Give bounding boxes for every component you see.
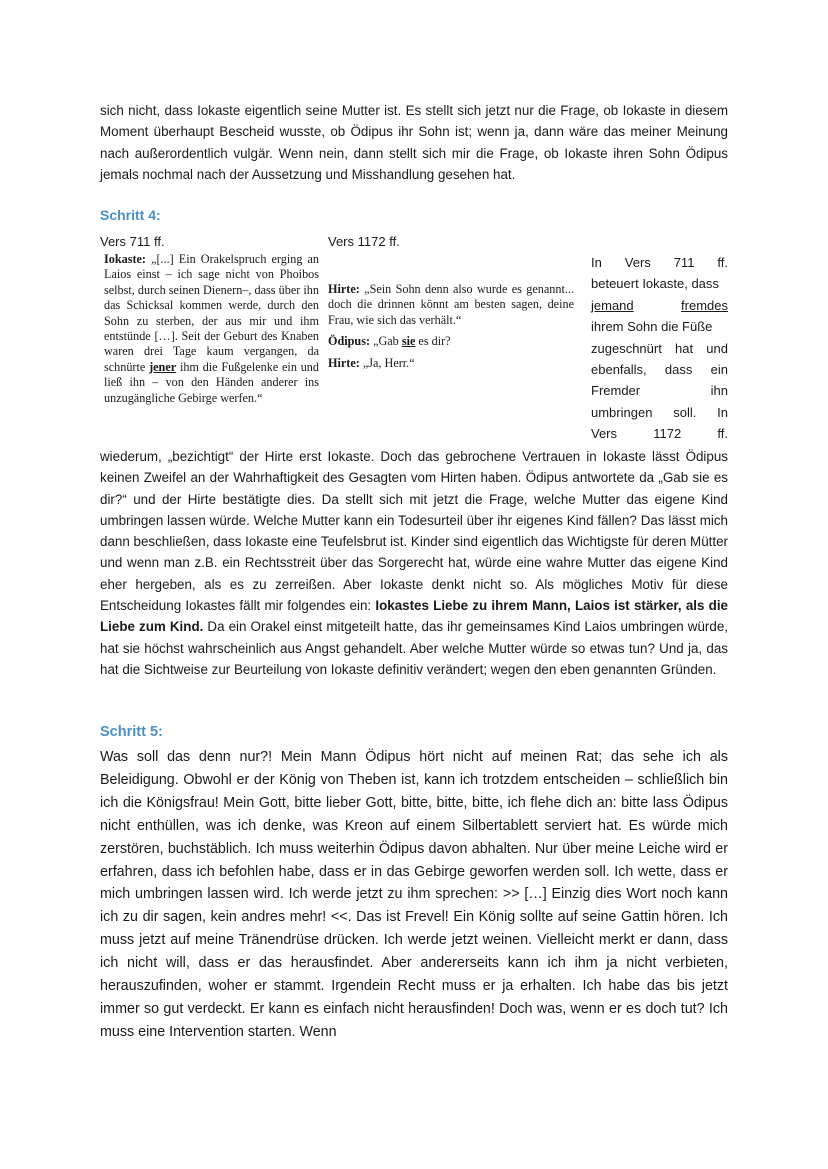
quote-line <box>328 282 574 328</box>
side-line <box>591 252 728 273</box>
side-word: Vers <box>591 426 618 442</box>
paragraph-text: Da ein Orakel einst mitgeteilt hatte, das ihr gemeinsames Kind Laios umbringen würde, hat sie höchst wahrscheinlich aus Angst gehandelt. Aber welche Mutter würde so etwas tun? Und ja, das hat die Sichtweise zur Beurteilung von Iokaste definitiv verändert; wegen den eben genannten Gründen. <box>100 619 728 677</box>
quote-speaker: Iokaste: <box>104 252 146 266</box>
vers-left-label: Vers 711 ff. <box>100 234 165 249</box>
side-word: ein <box>710 362 728 378</box>
side-line <box>591 295 728 316</box>
step4-paragraph <box>100 446 728 680</box>
quote-hirte <box>328 282 574 377</box>
step5-paragraph: Was soll das denn nur?! Mein Mann Ödipus hört nicht auf meinen Rat; das sehe ich als Beleidigung. Obwohl er der König von Theben ist, kann ich trotzdem entscheiden – schließlich bin ich die Königsfrau! Mein Gott, bitte lieber Gott, bitte, bitte, bitte, ich flehe dich an: bitte lass Ödipus nicht enthüllen, was ich denke, was Kreon auf einem Silbertablett serviert hat. Es würde mich zerstören, buchstäblich. Ich muss weiterhin Ödipus davon abhalten. Nur über meine Leiche wird er erfahren, dass ich befohlen habe, dass er in das Gebirge geworfen werden soll. Ich wette, dass er mich umbringen lassen wird. Ich werde jetzt zu ihm sprechen: >> […] Einzig dies Wort noch kann ich zu dir sagen, kein andres mehr! <<. Das ist Frevel! Ein König sollte auf seine Gattin hören. Ich muss jetzt auf meine Tränendrüse drücken. Ich werde jetzt weinen. Vielleicht merkt er dann, dass ich nicht will, dass er das herausfindet. Aber andererseits kann ich ihm ja nicht verbieten, herauszufinden, woher er stammt. Irgendein Recht muss er ja erhalten. Ich habe das bis jetzt immer so gut verdeckt. Er kann es einfach nicht herausfinden! Doch was, wenn er es doch tut? Ich muss eine Intervention starten. Wenn <box>100 749 728 1040</box>
side-word: umbringen <box>591 404 653 420</box>
quote-text: es dir? <box>415 334 451 349</box>
side-line <box>591 359 728 380</box>
side-column <box>591 252 728 445</box>
side-word: 711 <box>673 255 695 270</box>
step4-heading: Schritt 4: <box>100 207 161 223</box>
side-word: jemand <box>591 297 634 313</box>
side-word: In <box>591 255 602 270</box>
quote-text: „[...] Ein Orakelspruch erging an Laios einst – ich sage nicht von Phoibos selbst, durch seinen Dienern–, dass über ihn das Schicksal kommen werde, durch den Sohn zu sterben, der aus mir und ihm entstünde […]. Seit der Geburt des Knaben waren drei Tage kaum vergangen, da schnürte <box>104 252 319 374</box>
quote-speaker: Hirte: <box>328 282 360 296</box>
quote-line <box>328 356 574 371</box>
quote-speaker: Ödipus: <box>328 334 371 349</box>
side-line <box>591 402 728 423</box>
side-word: ff. <box>717 426 728 442</box>
quote-text: „Sein Sohn denn also wurde es genannt... doch die drinnen könnt am besten sagen, deine Frau, wie sich das verhält.“ <box>328 282 574 327</box>
side-word: ebenfalls, <box>591 362 647 378</box>
quote-line <box>328 334 574 349</box>
side-line <box>591 380 728 401</box>
side-word: dass <box>664 362 693 378</box>
step5-heading: Schritt 5: <box>100 724 163 740</box>
side-line <box>591 273 728 294</box>
side-line <box>591 338 728 359</box>
side-word: 1172 <box>653 426 682 442</box>
side-word: soll. <box>673 404 697 420</box>
side-line <box>591 316 728 337</box>
side-line <box>591 423 728 444</box>
side-word: und <box>706 340 728 356</box>
bold-statement: Iokastes Liebe zu ihrem Mann, Laios ist stärker, als die Liebe zum Kind. <box>100 598 728 635</box>
side-word: ihn <box>710 383 728 399</box>
side-word: fremdes <box>681 297 728 313</box>
intro-paragraph: sich nicht, dass Iokaste eigentlich seine Mutter ist. Es stellt sich jetzt nur die Frage, ob Iokaste in diesem Moment überhaupt Bescheid wusste, ob Ödipus ihr Sohn ist; wenn ja, dann wäre das meiner Meinung nach außerordentlich vulgär. Wenn nein, dann stellt sich mir die Frage, ob Iokaste ihren Sohn Ödipus jemals nochmal nach der Aussetzung und Misshandlung gesehen hat. <box>100 103 728 182</box>
quote-text: „Ja, Herr.“ <box>359 355 415 370</box>
quote-iokaste <box>104 252 319 406</box>
vers-mid-label: Vers 1172 ff. <box>328 234 400 249</box>
side-word: ff. <box>717 255 728 270</box>
side-word: Vers <box>624 255 651 270</box>
side-word: hat <box>675 340 694 356</box>
side-word: In <box>717 404 728 420</box>
quote-text: ihm die Fußgelenke ein und ließ ihn – von den Händen anderer ins unzugängliche Gebirge werfen.“ <box>104 359 319 405</box>
quote-emphasis: sie <box>401 334 416 349</box>
paragraph-text: wiederum, „bezichtigt“ der Hirte erst Iokaste. Doch das gebrochene Vertrauen in Iokaste lässt Ödipus keinen Zweifel an der Wahrhaftigkeit des Gesagten vom Hirten haben. Ödipus antwortete da „Gab sie es dir?“ und der Hirte bestätigte dies. Da stellt sich mit jetzt die Frage, welche Mutter das eigene Kind umbringen lassen würde. Welche Mutter kann ein Todesurteil über ihr eigenes Kind fällen? Das lässt mich dann beschließen, dass Iokaste eine Teufelsbrut ist. Kinder sind eigentlich das Wichtigste für deren Mütter und wenn man z.B. ein Rechtsstreit über das Sorgerecht hat, würde eine wahre Mutter das eigene Kind eher hergeben, als es zu zerreißen. Aber Iokaste denkt nicht so. Als mögliches Motiv für diese Entscheidung Iokastes fällt mir folgendes ein: <box>100 449 728 614</box>
quote-emphasis: jener <box>149 359 177 374</box>
quote-text: „Gab <box>370 334 402 349</box>
quote-speaker: Hirte: <box>328 355 360 370</box>
side-word: zugeschnürt <box>591 340 662 356</box>
side-word: ihrem Sohn die Füße <box>591 319 713 335</box>
side-word: Fremder <box>591 383 641 399</box>
side-word: beteuert Iokaste, dass <box>591 276 719 292</box>
